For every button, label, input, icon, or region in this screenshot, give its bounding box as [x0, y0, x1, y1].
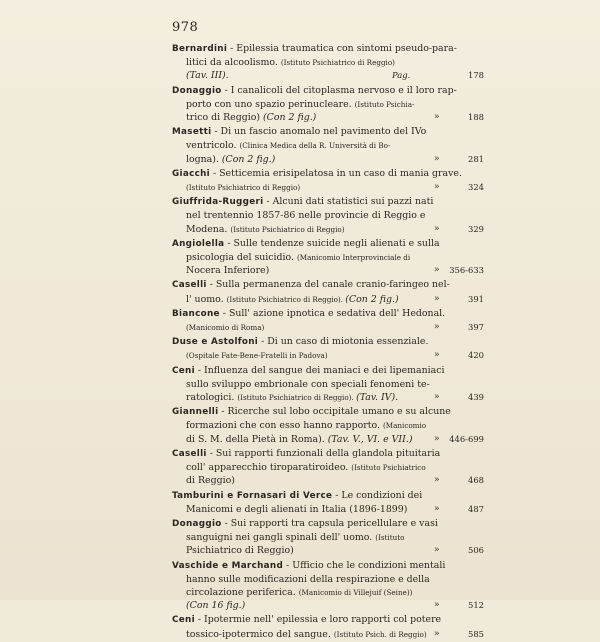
entry-title-text: - Sulla permanenza del canale cranio-faringeo nel-	[206, 279, 450, 291]
entry-author: Masetti	[172, 127, 212, 138]
entry-author: Ceni	[172, 365, 195, 376]
entry-title-text: logna).	[186, 153, 222, 165]
entry-figure-note: (Con 2 fig.)	[345, 293, 399, 305]
entry-page-number: 446-699	[449, 433, 484, 444]
leader-dot: »	[434, 112, 440, 123]
leader-dot: »	[434, 600, 440, 611]
leader-dot: »	[434, 182, 440, 193]
entry-page-number: 506	[468, 545, 484, 556]
entry-line	[172, 42, 472, 56]
entry-title-text: - Sull' azione ipnotica e sedativa dell' Hedonal.	[219, 307, 446, 319]
index-entry	[172, 364, 484, 405]
index-entry	[172, 167, 484, 194]
leader-dot: »	[434, 503, 440, 514]
index-entry	[172, 237, 484, 278]
entry-institution: (Istituto Psichiatrico di Reggio).	[237, 393, 357, 403]
entry-title-text: - Ipotermie nell' epilessia e loro rapporti col potere	[194, 614, 442, 626]
entry-line	[172, 181, 484, 194]
page-reference	[392, 474, 484, 487]
page-reference	[392, 181, 484, 194]
entry-institution: (Ospitale Fate-Bene-Fratelli in Padova)	[186, 351, 328, 361]
entry-title-text: psicologia del suicidio.	[186, 252, 297, 264]
entry-title-text: litici da alcoolismo.	[186, 57, 281, 69]
entry-line	[172, 153, 484, 166]
entry-title-text: - I canalicoli del citoplasma nervoso e il loro rap-	[221, 84, 457, 96]
index-entry	[172, 195, 484, 236]
entry-line	[172, 405, 472, 419]
entry-line	[172, 628, 484, 641]
entry-page-number: 397	[468, 322, 484, 333]
entry-author: Bernardini	[172, 44, 228, 54]
entry-title-text: Modena.	[186, 223, 231, 235]
entry-title-text: formazioni che con esso hanno rapporto.	[186, 420, 383, 432]
entry-line	[172, 264, 484, 277]
entry-title-text: nel trentennio 1857-86 nelle provincie di Reggio e	[186, 210, 426, 222]
entry-title-text: trico di Reggio)	[186, 112, 263, 124]
entry-page-number: 439	[468, 392, 484, 403]
page-reference	[392, 111, 484, 124]
entry-author: Vaschide e Marchand	[172, 560, 284, 571]
entry-page-number: 281	[468, 153, 484, 164]
entry-author: Ceni	[172, 615, 195, 626]
page-reference	[392, 544, 484, 557]
entry-line	[172, 349, 484, 362]
entry-figure-note: (Con 2 fig.)	[263, 112, 317, 124]
entry-line	[172, 391, 484, 404]
entry-title-text: - Sui rapporti tra capsula pericellulare e vasi	[221, 517, 438, 529]
entry-title-text: Manicomi e degli alienati in Italia (1896-1899)	[186, 503, 408, 515]
index-entry	[172, 489, 484, 516]
entry-line	[172, 559, 472, 573]
entry-author: Caselli	[172, 448, 207, 459]
entry-line	[172, 56, 472, 69]
page-reference	[392, 628, 484, 641]
entry-title-text: porto con uno spazio perinucleare.	[186, 98, 355, 110]
entry-institution: (Manicomio di Villejuif (Seine))	[298, 587, 413, 597]
entry-line	[172, 321, 484, 334]
entry-institution: (Manicomio di Roma)	[186, 323, 265, 333]
entry-institution: (Istituto Psichiatrico	[351, 463, 426, 473]
index-entry	[172, 559, 484, 613]
index-entry	[172, 84, 484, 125]
entry-line	[172, 433, 484, 446]
entry-title-text: tossico-ipotermico del sangue.	[186, 628, 334, 640]
leader-dot: »	[434, 153, 440, 164]
leader-dot: »	[434, 628, 440, 639]
entry-title-text: circolazione periferica.	[186, 586, 299, 598]
entry-author: Caselli	[172, 280, 207, 291]
entry-page-number: 329	[468, 223, 484, 234]
entry-line	[172, 111, 484, 124]
entry-title-text: sullo sviluppo embrionale con speciali fenomeni te-	[186, 378, 430, 390]
leader-dot: »	[434, 223, 440, 234]
entry-author: Angiolella	[172, 238, 225, 249]
entry-page-number: 512	[468, 600, 484, 611]
entry-line	[172, 489, 472, 503]
entry-title-text: - Sui rapporti funzionali della glandola pituitaria	[206, 447, 441, 459]
entry-page-number: 356-633	[449, 265, 484, 276]
page-reference	[392, 153, 484, 166]
page-reference	[392, 293, 484, 306]
leader-dot: »	[434, 545, 440, 556]
entry-page-number: 178	[468, 70, 484, 81]
leader-dot: »	[434, 475, 440, 486]
page-reference	[392, 433, 484, 446]
entry-title-text: - Le condizioni dei	[332, 489, 423, 501]
leader-dot: »	[434, 350, 440, 361]
page-reference	[392, 599, 484, 612]
entry-figure-note: (Tav. V., VI. e VII.)	[327, 433, 413, 445]
table-of-contents	[172, 42, 484, 642]
entry-line	[172, 573, 472, 586]
page-reference	[392, 264, 484, 277]
entry-line	[172, 251, 472, 264]
entry-line	[172, 531, 472, 544]
entry-author: Donaggio	[172, 518, 222, 529]
entry-title-text: - Ricerche sul lobo occipitale umano e su alcune	[218, 406, 451, 418]
page-number: 978	[172, 20, 199, 35]
entry-institution: (Istituto Psichiatrico di Reggio)	[186, 183, 301, 193]
entry-line	[172, 293, 484, 306]
index-entry	[172, 42, 484, 83]
entry-institution: (Istituto Psich. di Reggio)	[333, 629, 427, 639]
entry-line	[172, 69, 484, 82]
entry-title-text: di Reggio)	[186, 475, 235, 487]
entry-title-text: - Setticemia erisipelatosa in un caso di mania grave.	[209, 167, 462, 179]
entry-line	[172, 307, 472, 321]
entry-page-number: 324	[468, 182, 484, 193]
index-entry	[172, 335, 484, 362]
index-entry	[172, 447, 484, 488]
entry-title-text: hanno sulle modificazioni della respirazione e della	[186, 573, 430, 585]
page-reference	[392, 321, 484, 334]
page-reference	[392, 391, 484, 404]
page-reference	[392, 349, 484, 362]
entry-line	[172, 167, 472, 181]
entry-institution: (Istituto Psichiatrico di Reggio).	[226, 294, 346, 304]
entry-title-text: - Sulle tendenze suicide negli alienati e sulla	[224, 237, 440, 249]
entry-institution: (Istituto Psichiatrico di Reggio)	[230, 224, 345, 234]
entry-line	[172, 378, 472, 391]
entry-line	[172, 474, 484, 487]
entry-line	[172, 278, 472, 292]
entry-title-text: ventricolo.	[186, 140, 240, 152]
entry-figure-note: (Tav. IV).	[356, 392, 399, 404]
entry-line	[172, 586, 472, 599]
entry-title-text: - Di un caso di miotonia essenziale.	[258, 336, 429, 348]
page-reference	[392, 69, 484, 82]
leader-dot: »	[434, 265, 440, 276]
index-entry	[172, 125, 484, 166]
pag-label: Pag.	[392, 70, 411, 81]
entry-line	[172, 517, 472, 531]
entry-line	[172, 195, 472, 209]
entry-line	[172, 613, 472, 627]
entry-title-text: - Influenza del sangue dei maniaci e dei lipemaniaci	[194, 364, 445, 376]
entry-author: Giannelli	[172, 407, 219, 418]
entry-line	[172, 125, 472, 139]
entry-line	[172, 139, 472, 152]
entry-line	[172, 84, 472, 98]
entry-author: Giuffrida-Ruggeri	[172, 197, 264, 208]
entry-institution: (Clinica Medica della R. Università di Bo-	[239, 141, 391, 151]
entry-title-text: Nocera Inferiore)	[186, 265, 270, 277]
entry-author: Giacchi	[172, 168, 210, 179]
entry-title-text: - Epilessia traumatica con sintomi pseudo-para-	[227, 43, 457, 54]
entry-title-text: - Di un fascio anomalo nel pavimento del IVo	[211, 126, 427, 138]
entry-page-number: 468	[468, 475, 484, 486]
entry-author: Biancone	[172, 308, 220, 319]
entry-line	[172, 447, 472, 461]
entry-figure-note: (Con 16 fig.)	[186, 600, 246, 612]
entry-line	[172, 419, 472, 432]
entry-author: Duse e Astolfoni	[172, 337, 259, 348]
index-entry	[172, 278, 484, 305]
entry-title-text: ratologici.	[186, 392, 238, 404]
entry-line	[172, 223, 484, 236]
entry-page-number: 420	[468, 350, 484, 361]
entry-title-text: - Ufficio che le condizioni mentali	[283, 559, 446, 571]
entry-line	[172, 237, 472, 251]
entry-line	[172, 98, 472, 111]
entry-line	[172, 503, 484, 516]
entry-page-number: 487	[468, 503, 484, 514]
entry-institution: (Istituto Psichiatrico di Reggio)	[280, 58, 395, 68]
entry-institution: (Manicomio	[382, 421, 427, 431]
index-entry	[172, 307, 484, 334]
index-entry	[172, 405, 484, 446]
entry-figure-note: (Con 2 fig.)	[221, 153, 276, 165]
entry-line	[172, 209, 472, 222]
entry-title-text: di S. M. della Pietà in Roma).	[186, 433, 328, 445]
entry-title-text: coll' apparecchio tiroparatiroideo.	[186, 462, 352, 474]
index-entry	[172, 613, 484, 640]
index-entry	[172, 517, 484, 558]
leader-dot: »	[434, 433, 440, 444]
entry-page-number: 391	[468, 293, 484, 304]
entry-author: Tamburini e Fornasari di Verce	[172, 490, 333, 501]
leader-dot: »	[434, 293, 440, 304]
page-reference	[392, 503, 484, 516]
entry-line	[172, 461, 472, 474]
leader-dot: »	[434, 392, 440, 403]
entry-title-text: - Alcuni dati statistici sui pazzi nati	[263, 196, 434, 208]
leader-dot: »	[434, 322, 440, 333]
entry-line	[172, 544, 484, 557]
entry-title-text: l' uomo.	[186, 293, 227, 305]
entry-page-number: 585	[468, 628, 484, 639]
entry-page-number: 188	[468, 112, 484, 123]
entry-institution: (Manicomio Interprovinciale di	[296, 253, 411, 263]
entry-institution: (Istituto	[375, 533, 405, 543]
entry-title-text: Psichiatrico di Reggio)	[186, 545, 294, 557]
entry-line	[172, 335, 472, 349]
entry-author: Donaggio	[172, 85, 222, 96]
entry-institution: (Istituto Psichia-	[354, 99, 415, 109]
page-reference	[392, 223, 484, 236]
entry-line	[172, 599, 484, 612]
entry-figure-note: (Tav. III).	[186, 70, 229, 82]
entry-title-text: sanguigni nei gangli spinali dell' uomo.	[186, 532, 376, 544]
entry-line	[172, 364, 472, 378]
